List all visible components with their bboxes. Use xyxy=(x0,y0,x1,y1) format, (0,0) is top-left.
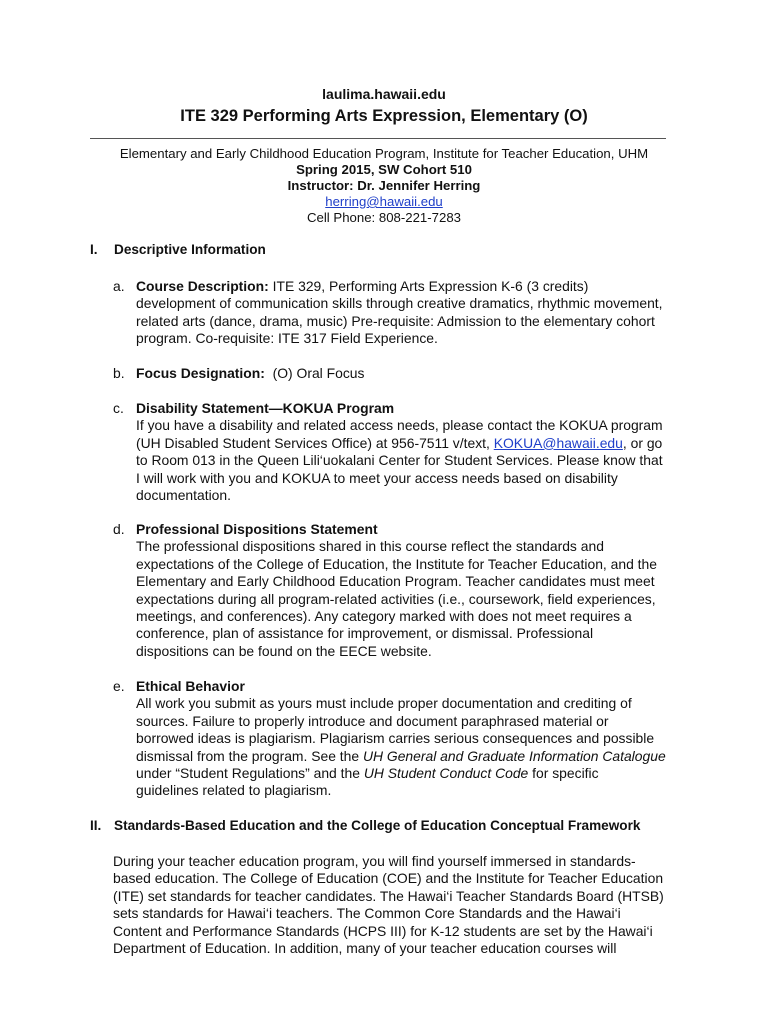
item-text: guidelines related to plagiarism. xyxy=(136,782,332,799)
item-text: All work you submit as yours must include proper documentation and crediting of xyxy=(136,695,632,712)
item-text: meetings, and conferences). Any category marked with does not meet requires a xyxy=(136,608,632,625)
item-focus-designation xyxy=(113,365,723,382)
paragraph-line: (ITE) set standards for teacher candidates. The Hawai‘i Teacher Standards Board (HTSB) xyxy=(113,887,664,904)
item-text: sources. Failure to properly introduce and document paraphrased material or xyxy=(136,712,609,729)
paragraph-line: based education. The College of Education (COE) and the Institute for Teacher Education xyxy=(113,870,664,887)
item-text: ITE 329, Performing Arts Expression K-6 (3 credits) xyxy=(268,278,589,294)
item-marker: e. xyxy=(113,678,125,694)
site-url: laulima.hawaii.edu xyxy=(322,86,446,102)
item-text: conference, plan of assistance for improvement, or dismissal. Professional xyxy=(136,625,594,642)
item-text: borrowed ideas is plagiarism. Plagiarism carries serious consequences and possible xyxy=(136,730,655,747)
section-2-number: II. xyxy=(90,818,102,833)
item-label: Disability Statement—KOKUA Program xyxy=(136,400,395,416)
item-course-description xyxy=(113,278,723,348)
section-2-paragraph xyxy=(113,853,723,957)
item-text: expectations during all program-related activities (i.e., coursework, field experiences, xyxy=(136,590,656,607)
course-info-block xyxy=(0,146,768,226)
item-text: If you have a disability and related access needs, please contact the KOKUA program xyxy=(136,417,663,434)
item-text: program. Co-requisite: ITE 317 Field Experience. xyxy=(136,330,438,347)
item-label: Focus Designation: xyxy=(136,365,265,381)
section-1-number: I. xyxy=(90,242,98,257)
section-2-heading xyxy=(90,818,640,833)
catalogue-title: UH General and Graduate Information Catalogue xyxy=(362,747,666,764)
conduct-code-title: UH Student Conduct Code xyxy=(363,765,529,782)
term-line: Spring 2015, SW Cohort 510 xyxy=(296,162,472,177)
item-text: (UH Disabled Student Services Office) at 956-7511 v/text, xyxy=(136,434,494,451)
item-text: development of communication skills through creative dramatics, rhythmic movement, xyxy=(136,295,663,312)
item-text: (O) Oral Focus xyxy=(264,365,365,381)
title-divider xyxy=(90,138,666,139)
program-line: Elementary and Early Childhood Education Program, Institute for Teacher Education, UHM xyxy=(119,146,649,161)
item-text: The professional dispositions shared in this course reflect the standards and xyxy=(136,538,604,555)
item-text: , or go xyxy=(622,434,663,451)
item-text: under “Student Regulations” and the xyxy=(136,765,364,782)
item-text: documentation. xyxy=(136,487,231,504)
item-marker: d. xyxy=(113,521,125,537)
paragraph-line: Department of Education. In addition, many of your teacher education courses will xyxy=(113,940,617,957)
instructor-email-link[interactable]: herring@hawaii.edu xyxy=(325,194,443,209)
kokua-email-link[interactable]: KOKUA@hawaii.edu xyxy=(493,434,623,451)
paragraph-line: Content and Performance Standards (HCPS III) for K-12 students are set by the Hawai‘i xyxy=(113,922,653,939)
item-professional-dispositions xyxy=(113,521,723,660)
item-text: to Room 013 in the Queen Lili‘uokalani Center for Student Services. Please know that xyxy=(136,452,663,469)
item-label: Professional Dispositions Statement xyxy=(136,521,378,537)
item-ethical-behavior xyxy=(113,678,723,800)
item-marker: b. xyxy=(113,365,125,381)
paragraph-line: During your teacher education program, you will find yourself immersed in standards- xyxy=(113,853,636,869)
item-label: Course Description: xyxy=(136,278,269,294)
section-1-heading xyxy=(90,242,266,257)
course-title: ITE 329 Performing Arts Expression, Elementary (O) xyxy=(180,107,588,125)
item-text: expectations of the College of Education, the Institute for Teacher Education, and the xyxy=(136,555,657,572)
item-label: Ethical Behavior xyxy=(136,678,245,694)
phone-line: Cell Phone: 808-221-7283 xyxy=(307,210,461,225)
item-text: dismissal from the program. See the xyxy=(136,747,363,764)
item-text: related arts (dance, drama, music) Pre-requisite: Admission to the elementary cohort xyxy=(136,312,655,329)
section-1-title: Descriptive Information xyxy=(114,242,266,257)
item-marker: a. xyxy=(113,278,125,294)
item-text: dispositions can be found on the EECE website. xyxy=(136,642,432,659)
section-2-title: Standards-Based Education and the College of Education Conceptual Framework xyxy=(114,818,641,833)
paragraph-line: sets standards for Hawai‘i teachers. The Common Core Standards and the Hawai‘i xyxy=(113,905,621,922)
instructor-line: Instructor: Dr. Jennifer Herring xyxy=(287,178,481,193)
item-text: I will work with you and KOKUA to meet your access needs based on disability xyxy=(136,469,618,486)
item-text: Elementary and Early Childhood Education Program. Teacher candidates must meet xyxy=(136,573,655,590)
item-disability-statement xyxy=(113,400,723,504)
item-text: for specific xyxy=(528,765,599,782)
item-marker: c. xyxy=(113,400,124,416)
